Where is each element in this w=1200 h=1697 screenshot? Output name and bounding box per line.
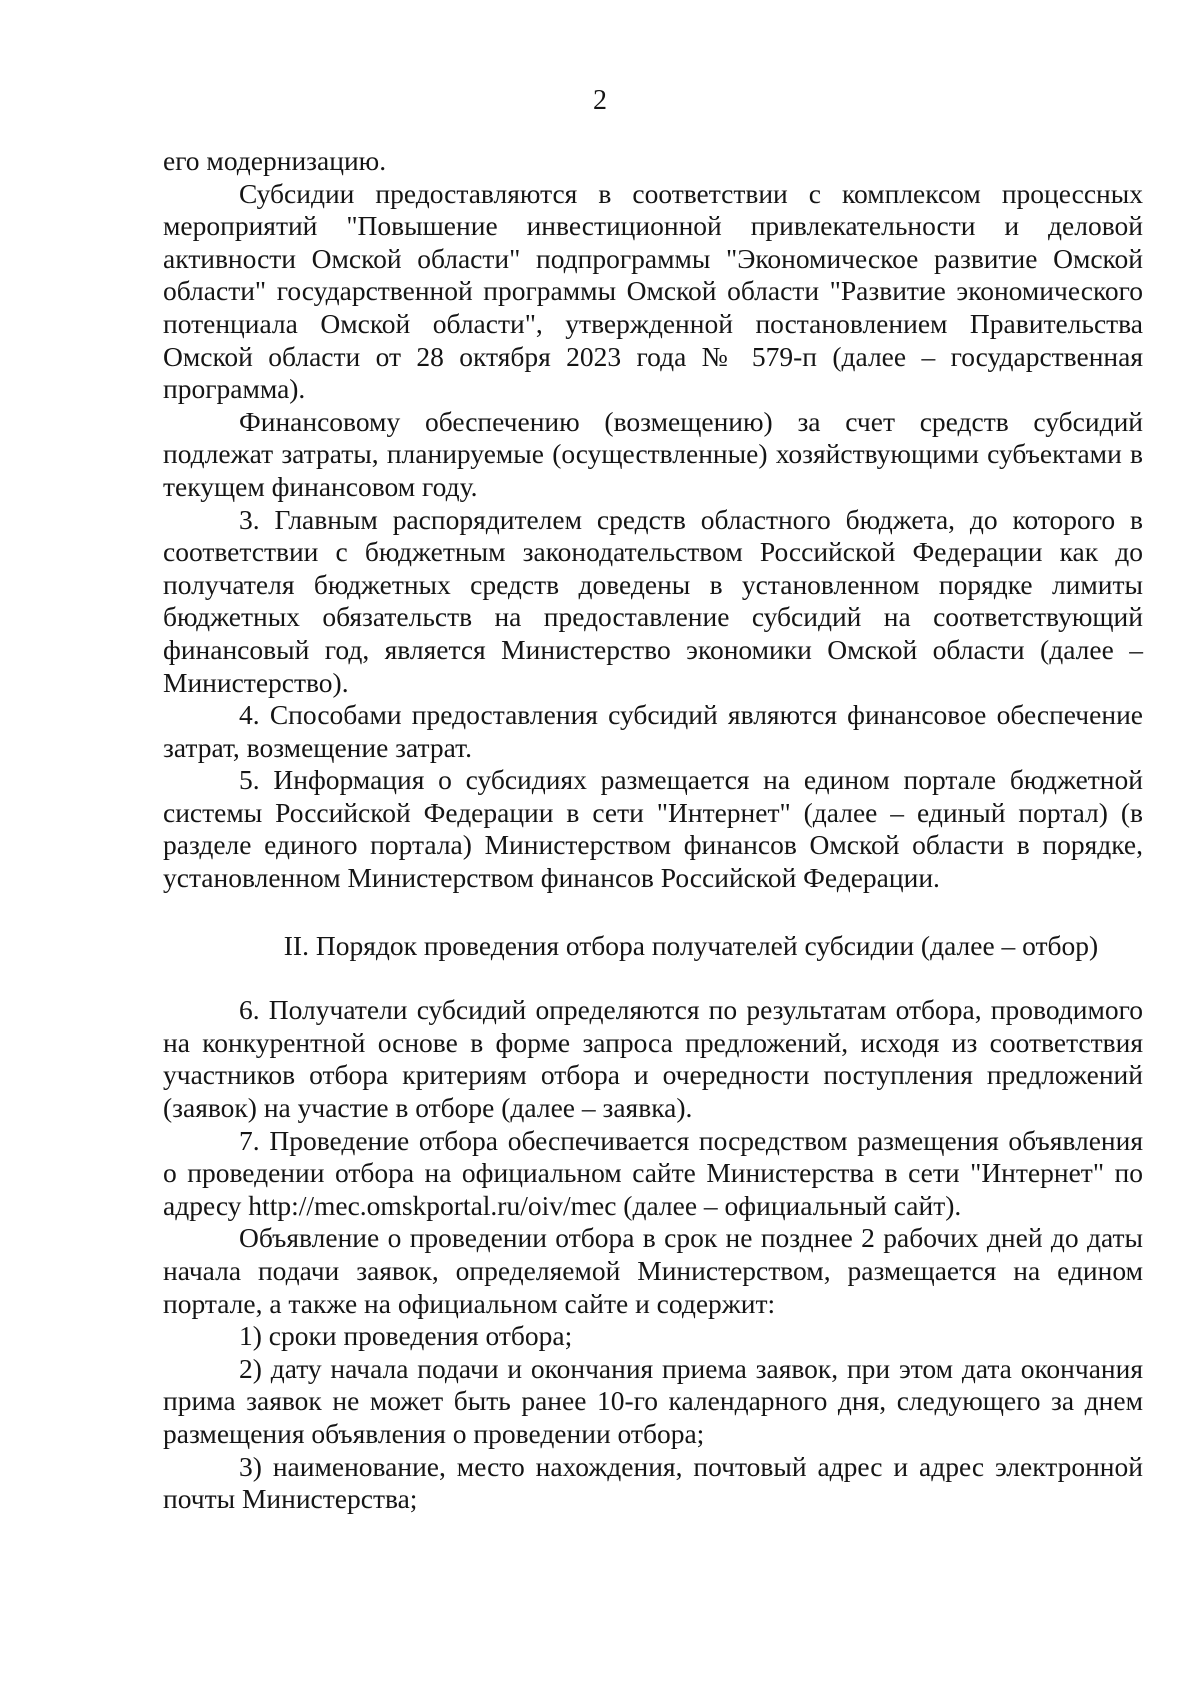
list-item-3: 3) наименование, место нахождения, почтовый адрес и адрес электронной почты Министерства;: [163, 1450, 1143, 1515]
paragraph-item-6: 6. Получатели субсидий определяются по результатам отбора, проводимого на конкурентной основе в форме запроса предложений, исходя из соответствия участников отбора критериям отбора и очередности поступления предложений (заявок) на участие в отборе (далее – заявка).: [163, 994, 1143, 1124]
paragraph-subsidies-program: Субсидии предоставляются в соответствии с комплексом процессных мероприятий "Повышение инвестиционной привлекательности и деловой активности Омской области" подпрограммы "Экономическое развитие Омской области" государственной программы Омской области "Развитие экономического потенциала Омской области", утвержденной постановлением Правительства Омской области от 28 октября 2023 года № 579-п (далее – государственная программа).: [163, 177, 1143, 405]
document-body: [163, 145, 1143, 1516]
section-heading: II. Порядок проведения отбора получателей субсидии (далее – отбор): [283, 929, 1099, 961]
paragraph-item-7: 7. Проведение отбора обеспечивается посредством размещения объявления о проведении отбора на официальном сайте Министерства в сети "Интернет" по адресу http://mec.omskportal.ru/oiv/mec (далее – официальный сайт).: [163, 1124, 1143, 1221]
paragraph-item-5: 5. Информация о субсидиях размещается на едином портале бюджетной системы Российской Федерации в сети "Интернет" (далее – единый портал) (в разделе единого портала) Министерством финансов Омской области в порядке, установленном Министерством финансов Российской Федерации.: [163, 764, 1143, 894]
paragraph-financial-support: Финансовому обеспечению (возмещению) за счет средств субсидий подлежат затраты, планируемые (осуществленные) хозяйствующими субъектами в текущем финансовом году.: [163, 405, 1143, 502]
paragraph-item-3: 3. Главным распорядителем средств областного бюджета, до которого в соответствии с бюджетным законодательством Российской Федерации как до получателя бюджетных средств доведены в установленном порядке лимиты бюджетных обязательств на предоставление субсидий на соответствующий финансовый год, является Министерство экономики Омской области (далее – Министерство).: [163, 503, 1143, 698]
paragraph-item-4: 4. Способами предоставления субсидий являются финансовое обеспечение затрат, возмещение затрат.: [163, 699, 1143, 763]
page-number: 2: [593, 85, 607, 116]
list-item-2: 2) дату начала подачи и окончания приема заявок, при этом дата окончания прима заявок не может быть ранее 10-го календарного дня, следующего за днем размещения объявления о проведении отбора;: [163, 1352, 1143, 1449]
paragraph-continuation: его модернизацию.: [163, 145, 387, 176]
list-item-1: 1) сроки проведения отбора;: [239, 1320, 573, 1352]
paragraph-announcement: Объявление о проведении отбора в срок не позднее 2 рабочих дней до даты начала подачи заявок, определяемой Министерством, размещается на едином портале, а также на официальном сайте и содержит:: [163, 1222, 1143, 1319]
